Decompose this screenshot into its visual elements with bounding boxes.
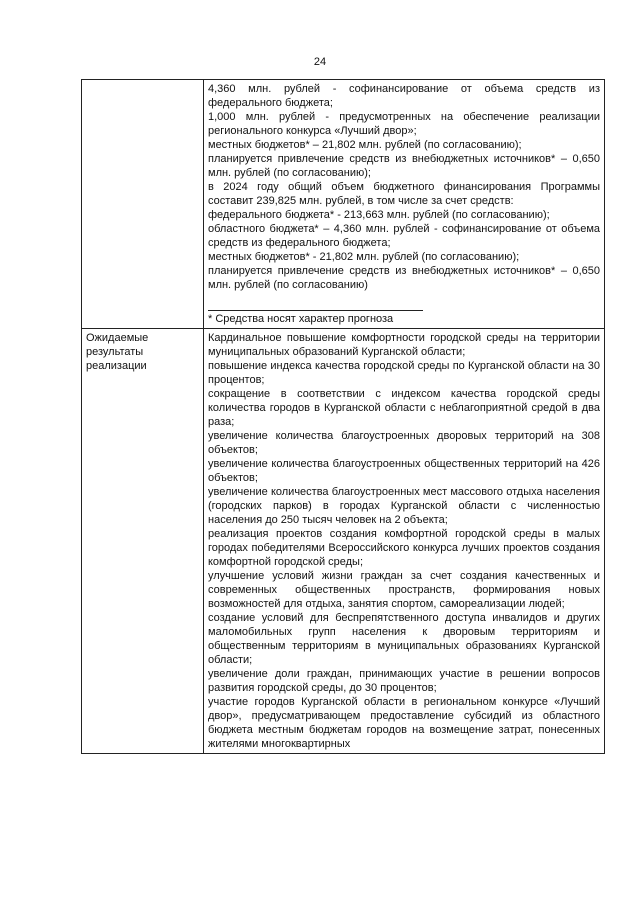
financing-paragraph: местных бюджетов* – 21,802 млн. рублей (по согласованию); (208, 139, 522, 151)
result-paragraph: увеличение количества благоустроенных дворовых территорий на 308 объектов; (208, 430, 600, 456)
result-paragraph: увеличение доли граждан, принимающих участие в решении вопросов развития городской среды, до 30 процентов; (208, 668, 600, 694)
row-label-financing (82, 80, 204, 329)
financing-paragraph: федерального бюджета* - 213,663 млн. рублей (по согласованию); (208, 209, 550, 221)
result-paragraph: создание условий для беспрепятственного доступа инвалидов и других маломобильных групп населения к дворовым территориям и общественным территориям в муниципальных образованиях Курганской области; (208, 612, 600, 666)
financing-paragraph: планируется привлечение средств из внебюджетных источников* – 0,650 млн. рублей (по согласованию); (208, 153, 600, 179)
result-paragraph: улучшение условий жизни граждан за счет создания качественных и современных общественных пространств, формирования новых возможностей для отдыха, занятия спортом, самореализации людей; (208, 570, 600, 610)
result-paragraph: Кардинальное повышение комфортности городской среды на территории муниципальных образований Курганской области; (208, 332, 600, 358)
row-label-expected-results: Ожидаемые результаты реализации (82, 329, 204, 754)
result-paragraph: сокращение в соответствии с индексом качества городской среды количества городов в Курганской области с неблагоприятной средой в два раза; (208, 388, 600, 428)
result-paragraph: участие городов Курганской области в региональном конкурсе «Лучший двор», предусматривающем предоставление субсидий из областного бюджета местным бюджетам городов на возмещение затрат, понесенных жителями многоквартирных (208, 696, 600, 750)
footnote-divider (208, 310, 423, 311)
result-paragraph: повышение индекса качества городской среды по Курганской области на 30 процентов; (208, 360, 600, 386)
result-paragraph: реализация проектов создания комфортной городской среды в малых городах победителями Всероссийского конкурса лучших проектов создания комфортной городской среды; (208, 528, 600, 568)
result-paragraph: увеличение количества благоустроенных мест массового отдыха населения (городских парков) в городах Курганской области с численностью населения до 250 тысяч человек на 2 объекта; (208, 486, 600, 526)
financing-paragraph: планируется привлечение средств из внебюджетных источников* – 0,650 млн. рублей (по согласованию) (208, 265, 600, 291)
result-paragraph: увеличение количества благоустроенных общественных территорий на 426 объектов; (208, 458, 600, 484)
table-row-financing (82, 80, 605, 329)
financing-paragraph: областного бюджета* – 4,360 млн. рублей - софинансирование от объема средств из федерального бюджета; (208, 223, 600, 249)
financing-paragraph: 1,000 млн. рублей - предусмотренных на обеспечение реализации регионального конкурса «Лучший двор»; (208, 111, 600, 137)
financing-paragraph: местных бюджетов* - 21,802 млн. рублей (по согласованию); (208, 251, 520, 263)
financing-paragraph: 4,360 млн. рублей - софинансирование от объема средств из федерального бюджета; (208, 83, 600, 109)
document-table (81, 79, 605, 754)
page-number: 24 (313, 56, 327, 68)
table-row-expected-results (82, 329, 605, 754)
financing-paragraph: в 2024 году общий объем бюджетного финансирования Программы составит 239,825 млн. рублей, в том числе за счет средств: (208, 181, 600, 207)
row-content-financing (204, 80, 605, 329)
row-content-expected-results (204, 329, 605, 754)
footnote: * Средства носят характер прогноза (208, 313, 394, 325)
